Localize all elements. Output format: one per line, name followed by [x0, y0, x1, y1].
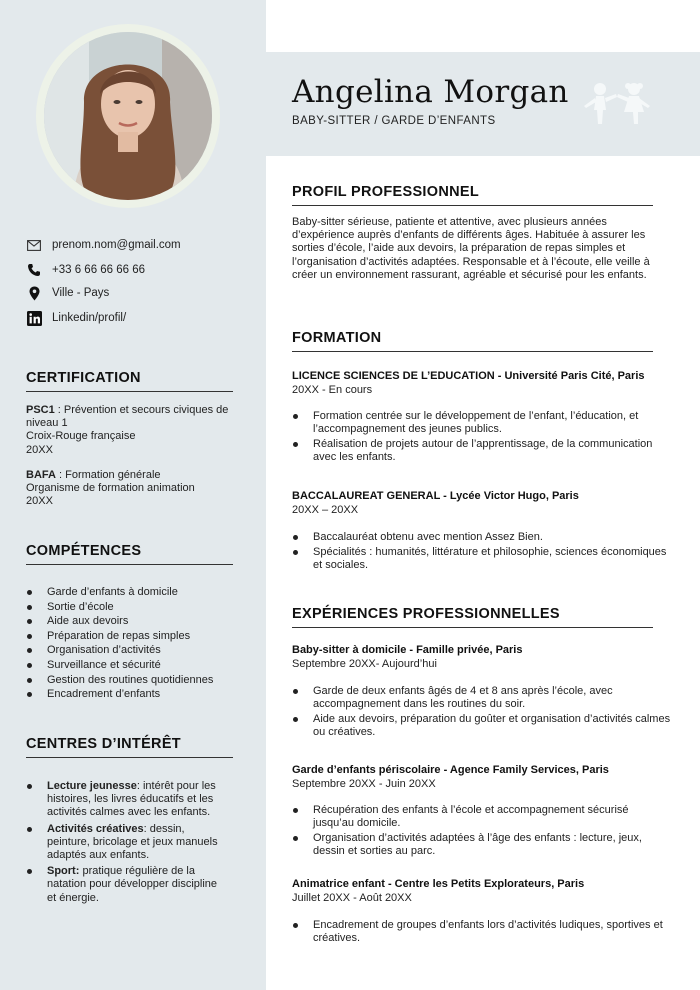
skill-item: Sortie d’école — [26, 600, 246, 615]
interest-text: : dessin, peinture, bricolage et jeux manuels adaptés aux enfants. — [47, 822, 218, 862]
linkedin-icon — [26, 310, 42, 326]
cert-desc: : Prévention et secours civiques de niveau 1 — [26, 404, 229, 430]
bullet-item: Aide aux devoirs, préparation du goûter et organisation d’activités calmes ou créatives. — [292, 713, 672, 739]
interest-label: Lecture jeunesse — [47, 780, 137, 792]
experience-entry-title: Animatrice enfant - Centre les Petits Explorateurs, Paris — [292, 878, 585, 890]
interest-text: : intérêt pour les histoires, les livres éducatifs et les activités calmes avec les enfants. — [47, 780, 216, 819]
interest-text: pratique régulière de la natation pour développer discipline et énergie. — [47, 865, 218, 904]
cert-year: 20XX — [26, 495, 53, 508]
email-text: prenom.nom@gmail.com — [52, 239, 181, 251]
experience-title: EXPÉRIENCES PROFESSIONNELLES — [292, 606, 653, 628]
education-entry-title: LICENCE SCIENCES DE L’EDUCATION - Université Paris Cité, Paris — [292, 370, 645, 382]
education-title: FORMATION — [292, 330, 653, 352]
bullet-item: Organisation d’activités adaptées à l’âge des enfants : lecture, jeux, dessin et sorties au parc. — [292, 832, 672, 858]
contact-linkedin[interactable] — [26, 310, 126, 326]
interests-list — [26, 780, 226, 908]
bullet-item: Baccalauréat obtenu avec mention Assez Bien. — [292, 531, 672, 544]
contact-email[interactable] — [26, 237, 181, 253]
education-bullets — [292, 410, 672, 466]
experience-entry-date: Septembre 20XX- Aujourd’hui — [292, 658, 437, 670]
certification-item — [26, 469, 236, 509]
education-entry-title: BACCALAUREAT GENERAL - Lycée Victor Hugo, Paris — [292, 490, 579, 502]
experience-bullets — [292, 685, 672, 741]
skill-item: Aide aux devoirs — [26, 614, 246, 629]
education-entry-date: 20XX – 20XX — [292, 504, 359, 516]
cert-org: Croix-Rouge française — [26, 430, 136, 443]
profile-photo — [44, 32, 212, 200]
education-entry-date: 20XX - En cours — [292, 384, 373, 396]
envelope-icon — [26, 237, 42, 253]
profile-title: PROFIL PROFESSIONNEL — [292, 184, 653, 206]
phone-text: +33 6 66 66 66 66 — [52, 264, 146, 276]
certification-item — [26, 404, 236, 457]
cert-name: BAFA — [26, 469, 56, 481]
experience-entry-title: Garde d’enfants périscolaire - Agence Family Services, Paris — [292, 764, 609, 776]
interests-title: CENTRES D’INTÉRÊT — [26, 736, 233, 758]
experience-bullets — [292, 804, 672, 860]
interest-label: Activités créatives — [47, 822, 144, 835]
cert-org: Organisme de formation animation — [26, 482, 195, 495]
bullet-item: Garde de deux enfants âgés de 4 et 8 ans après l’école, avec accompagnement dans les routines du soir. — [292, 685, 672, 711]
skill-item: Garde d’enfants à domicile — [26, 585, 246, 600]
profile-text: Baby-sitter sérieuse, patiente et attentive, avec plusieurs années d’expérience auprès d’enfants de différents âges. Habituée à assurer les sorties d’école, l’aide aux devoirs, la préparation de repas simples et l’organisation d’activités adaptées. Responsable et à l’écoute, elle veille à créer un environnement rassurant, agréable et sécurisé pour les enfants. — [292, 216, 650, 281]
contact-phone[interactable] — [26, 262, 145, 278]
cert-name: PSC1 — [26, 404, 55, 416]
candidate-name: Angelina Morgan — [292, 74, 569, 110]
education-bullets — [292, 531, 672, 574]
bullet-item: Formation centrée sur le développement de l’enfant, l’éducation, et l’accompagnement des jeunes publics. — [292, 410, 672, 436]
contact-location — [26, 285, 109, 301]
map-pin-icon — [26, 285, 42, 301]
cert-year: 20XX — [26, 443, 53, 456]
cert-desc: : Formation générale — [55, 469, 161, 481]
children-icon — [578, 80, 658, 128]
interest-label: Sport: — [47, 865, 80, 878]
skill-item: Surveillance et sécurité — [26, 658, 246, 673]
job-title: BABY-SITTER / GARDE D’ENFANTS — [292, 115, 496, 127]
bullet-item: Récupération des enfants à l’école et accompagnement sécurisé jusqu’au domicile. — [292, 804, 672, 830]
skill-item: Gestion des routines quotidiennes — [26, 673, 246, 688]
skill-item: Préparation de repas simples — [26, 629, 246, 644]
interest-item — [26, 780, 226, 820]
linkedin-text: Linkedin/profil/ — [52, 312, 127, 324]
experience-entry-date: Juillet 20XX - Août 20XX — [292, 892, 412, 904]
certification-title: CERTIFICATION — [26, 370, 233, 392]
location-text: Ville - Pays — [52, 287, 110, 299]
skills-title: COMPÉTENCES — [26, 543, 233, 565]
skill-item: Encadrement d’enfants — [26, 687, 246, 702]
skill-item: Organisation d’activités — [26, 643, 246, 658]
experience-bullets — [292, 919, 672, 947]
experience-entry-title: Baby-sitter à domicile - Famille privée, Paris — [292, 644, 523, 656]
skills-list — [26, 585, 246, 702]
bullet-item: Encadrement de groupes d’enfants lors d’activités ludiques, sportives et créatives. — [292, 919, 672, 945]
experience-entry-date: Septembre 20XX - Juin 20XX — [292, 778, 436, 790]
bullet-item: Spécialités : humanités, littérature et philosophie, sciences économiques et sociales. — [292, 546, 672, 572]
interest-item — [26, 865, 226, 905]
bullet-item: Réalisation de projets autour de l’apprentissage, de la communication avec les enfants. — [292, 438, 672, 464]
phone-icon — [26, 262, 42, 278]
interest-item — [26, 823, 226, 863]
